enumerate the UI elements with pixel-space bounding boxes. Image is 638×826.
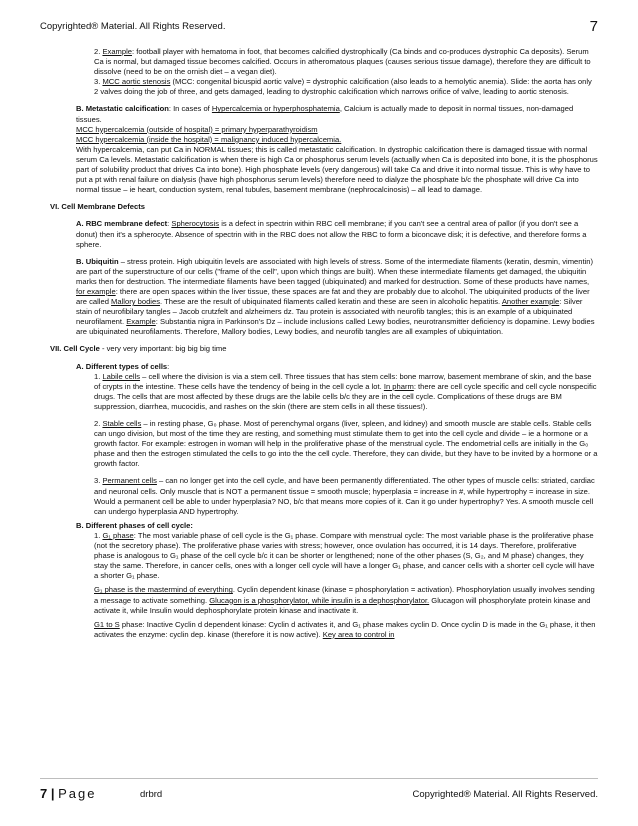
g1-label: G₁ phase [102,530,134,540]
header-page-number: 7 [589,18,598,35]
permanent-text: – can no longer get into the cell cycle, and have been permanently differentiated. The other types of muscle cells: striated, cardiac and neuronal cells. Only muscle that is NOT a permanent tissue = smooth muscle; hyperplasia = increase in #, while hypertrophy = increase in size. Would a permanent cell be able to under hyperplasia? NO, b/c that means more copies of it. Can it go under hypertrophy? Yes. A smooth muscle cell can undergo hyperplasia AND hypertrophy. [94,476,595,516]
page-header [40,18,598,38]
item-3: 3. MCC aortic stenosis (MCC: congenital bicuspid aortic valve) = dystrophic calcification (also leads to a hemolytic anemia). Slide: the aorta has only 2 valves doing the job of three, and gets damaged, leading to dystrophic calcification which narrows orifice of valve, leading to aortic stenosis. [94,77,592,97]
section-6-title: VI. Cell Membrane Defects [50,202,145,212]
another-example: Another example [501,297,560,307]
metastatic-heading: B. Metastatic calcification [76,104,169,114]
rbc-para [58,219,598,249]
labile-text-2: : there are cell cycle specific and cell cycle nonspecific drugs. The cells that are most affected by these drugs are the labile cells b/c they are in the cell cycle. Complications of these drugs are BM suppression, diarrhea, mucocidis, and rashes on the skin (there are stem cells in all these tissues!). [94,381,597,411]
glucagon-label: Glucagon is a phosphorylator, while insulin is a dephosphorylator. [209,595,430,605]
ubiquitin-para [58,257,598,338]
item-2: 2. Example: football player with hematoma in foot, that becomes calcified dystrophically (Ca binds and co-produces dystrophic Ca deposits). Serum Ca is normal, but damaged tissue becomes calcified. Occurs in atheromatous plaques (causes serious tissue damage), therefore they are difficult to dissolve (need to be on the ornish diet – a vegan diet). [94,47,591,77]
footer-author: drbrd [140,789,163,800]
mastermind-text-2: Glucagon will phosphorylate protein kinase and activate it, while Insulin would dephosphorylate protein kinase and inactivate it. [94,595,591,615]
rbc-heading: A. RBC membrane defect [76,219,168,229]
stable-text: – in resting phase, G₀ phase. Most of perenchymal organs (liver, spleen, and kidney) and smooth muscle are stable cells. Stable cells can ungo division, but most of the time they are resting, and something must stimulate them to get into the cell cycle and divide – ie a hormone or a growth factor. For example: estrogen in woman will help in the proliferative phase of the menstrual cycle. The endometrial cells are initially in the G₀ phase and then the estrogen stimulated the cells to go into the the cell cycle. Therefore, they can divide, but they have to be invited by a hormone or a growth factor. [94,419,598,469]
metastatic-rest: , Calcium is actually made to deposit in normal tissues, non-damaged tissues. [76,104,574,124]
stable-para: 2. Stable cells – in resting phase, G₀ phase. Most of perenchymal organs (liver, spleen, and kidney) and smooth muscle are stable cells. Stable cells can ungo division, but most of the time they are resting, and something must stimulate them to get into the cell cycle and divide – ie a hormone or a growth factor. For example: estrogen in woman will help in the proliferative phase of the menstrual cycle. The endometrial cells are initially in the G₀ phase and then the estrogen stimulated the cells to go into the the cell cycle. Therefore, they can divide, but they have to be invited by a hormone or a growth factor. [94,419,598,469]
cell-phases-title: B. Different phases of cell cycle: [76,520,193,530]
footer-separator: | [50,786,55,801]
cell-types-title: A. Different types of cells [76,361,168,371]
g1-text: : The most variable phase of cell cycle is the G₁ phase. Compare with menstrual cycle: The most variable phase is the proliferative phase (not the secretory phase). The proliferative phase varies with stress; however, once ovulation has occurred, it is 14 days. Therefore, proliferative phase is analogous to G₁ phase of the cell cycle b/c it can be shorter or lengthened; none of the other phases (S, G₂, and M phase) changes, they stay the same. Therefore, in cancer cells, ones with a longer cell cycle will have a longer G₁ phase, and cancer cells with a shorter cell cycle will have a shorter G₁ phase. [94,530,595,581]
labile-label: Labile cells [102,371,141,381]
in-pharm: In pharm [383,381,414,391]
ubiquitin-text-5: : Substantia nigra in Parkinson's Dz – include inclusions called Lewy bodies, neurotransmitter deficiency is dopamine. Lewy bodies are ubiquinated neurofilaments. Therefore, Mallory bodies, Lewy bodies, and neurofib tangles are all examples of ubiquintation. [76,317,595,337]
g1-to-s-label: G1 to S [94,619,120,629]
ubiquitin-text-2: : there are open spaces within the liver tissue, these spaces are fat and they are probably due to alcohol. The ubiquinited products of the liver are called [76,286,590,307]
section-7-title: VII. Cell Cycle [50,344,100,354]
footer-copyright: Copyrighted® Material. All Rights Reserved. [412,789,598,800]
item-3-text: (MCC: congenital bicuspid aortic valve) = dystrophic calcification (also leads to a hemolytic anemia). Slide: the aorta has only 2 valves doing the job of three, and gets damaged, leading to dystrophic calcification which narrows orifice of valve, leading to aortic stenosis. [94,77,592,97]
ubiquitin-heading: B. Ubiquitin [76,256,119,266]
g1-to-s-text: phase: Inactive Cyclin d dependent kinase: Cyclin d activates it, and G₁ phase makes cyclin D. Once cyclin D is made in the G₁ phase, it then activates the enzyme: cyclin dep. kinase (therefore it is now active). [94,619,596,639]
cell-phases-heading [58,521,598,531]
page-content [50,47,598,640]
labile-text-1: – cell where the division is via a stem cell. Three tissues that has stem cells: bone marrow, basement membrane of skin, and the base of crypts in the intestine. These cells have the tendency of being in the cell cycle a lot. [94,371,592,391]
mastermind-text-1: . Cyclin dependent kinase (kinase = phosphorylation = activation). Phosphorylation usually involves sending a message to activate something. [94,585,595,605]
permanent-label: Permanent cells [102,476,157,486]
metastatic-body: With hypercalcemia, can put Ca in NORMAL tissues; this is called metastatic calcification. In dystrophic calcification there is damaged tissue with normal serum Ca levels. Metastatic calcification is when there is high Ca or phosphorus serum levels (actually when Ca is deposited into bone, it is the phosphorus part of solubility product that drives Ca into bone). High phosphate levels (very dangerous) will take Ca and drive it into normal tissue. This is why have to put a pt with renal failure on dialysis (have high phosphorus serum levels) therefore need to dialyze the phosphate b/c the phosphate will drive Ca into normal tissue – ie heart, conduction system, renal tubules, basement membrane (nephrocalcinosis) – all lead to damage. [76,144,598,195]
spherocytosis-link: Spherocytosis [171,219,220,229]
metastatic-line1: MCC hypercalcemia (outside of hospital) = primary hyperparathyroidism [76,124,318,134]
stable-label: Stable cells [102,419,142,428]
permanent-para: 3. Permanent cells – can no longer get into the cell cycle, and have been permanently differentiated. The other types of muscle cells: striated, cardiac and neuronal cells. Only muscle that is NOT a permanent tissue = smooth muscle; hyperplasia = increase in #, while hypertrophy = increase in size. Would a permanent cell be able to under hyperplasia? NO, b/c that means more copies of it. Can it go under hypertrophy? Yes. A smooth muscle cell can undergo hyperplasia AND hypertrophy. [94,476,595,516]
section-7-heading [50,344,598,354]
rbc-pre: : [167,219,172,229]
metastatic-line2: MCC hypercalcemia (inside the hospital) = malignancy induced hypercalcemia. [76,134,342,144]
cell-types-heading [58,362,598,372]
footer-page-label [40,786,97,801]
section-7-subtitle: - very very important: big big big time [101,344,227,354]
metastatic-link: Hypercalcemia or hyperphosphatemia [211,104,340,114]
mastermind-label: G₁ phase is the mastermind of everything [94,585,233,595]
item-2-text: : football player with hematoma in foot, that becomes calcified dystrophically (Ca binds and co-produces dystrophic Ca deposits). Serum Ca is normal, but damaged tissue becomes calcified. Occurs in atheromatous plaques (causes serious tissue damage), therefore they are difficult to dissolve (need to be on the ornish diet – a vegan diet). [94,47,591,77]
footer-page-number: 7 [40,786,48,801]
section-6-heading [50,202,598,212]
ubiquitin-text-3: . These are the result of ubiquinated filaments called keratin and these are seen in alcoholic hepatitis. [160,297,502,307]
ubiquitin-text-1: – stress protein. High ubiquitin levels are associated with high levels of stress. Some of the intermediate filaments (keratin, desmin, vimentin) are part of the superstructure of our cells ("frame of the cell", upon which things are built). When these intermediate filaments get damaged, the ubiquitin marks then for destruction. The intermediate filaments have been tagged (ubiquinated) and marked for destruction. Some of these products have names, [76,256,594,286]
item-3-label: MCC aortic stenosis [102,77,171,87]
rbc-text: is a defect in spectrin within RBC cell membrane; if you can't see a central area of pallor (if you don't see a donut) then it's a spherocyte. Absence of spectrin with in the RBC does not allow the RBC to form a biconcave disk; it is defective, and therefore forms a sphere. [76,219,587,249]
key-area: Key area to control in [322,629,395,639]
metastatic-para [58,104,598,124]
mastermind-para [58,585,598,615]
ubiquitin-text-4: : Silver stain of neurofibilary tangles – Jacob crutzfelt and alzheimers dz. Tau protein is associated with neurofib tangles; this is an example of a ubiquinated neurofilament. [76,297,583,327]
g1-to-s-para [58,620,598,640]
metastatic-intro: : In cases of [168,104,212,114]
header-copyright: Copyrighted® Material. All Rights Reserved. [40,21,226,32]
cell-types-colon: : [167,361,170,371]
footer-page-word: Page [58,786,97,801]
item-2-label: Example [102,47,132,56]
example-label: Example [126,317,156,327]
labile-para: 1. Labile cells – cell where the division is via a stem cell. Three tissues that has stem cells: bone marrow, basement membrane of skin, and the base of crypts in the intestine. These cells have the tendency of being in the cell cycle a lot. In pharm: there are cell cycle specific and cell cycle nonspecific drugs. The cells that are most affected by these drugs are the labile cells b/c they are in the cell cycle. Complications of these drugs are BM suppression, diarrhea, mucocidis, and rashes on the skin (there are stem cells in all these tissues!). [94,371,597,411]
mallory-bodies: Mallory bodies [111,297,161,307]
ubiquitin-for-example: for example [76,286,116,296]
g1-para: 1. G₁ phase: The most variable phase of cell cycle is the G₁ phase. Compare with menstrual cycle: The most variable phase is the proliferative phase (not the secretory phase). The proliferative phase varies with stress; however, once ovulation has occurred, it is 14 days. Therefore, proliferative phase is analogous to G₁ phase of the cell cycle b/c it can be shorter or lengthened; none of the other phases (S, G₂, and M phase) changes, they stay the same. Therefore, in cancer cells, ones with a longer cell cycle will have a longer G₁ phase, and cancer cells with a shorter cell cycle will have a shorter G₁ phase. [94,530,595,581]
page-footer [40,786,598,804]
footer-divider [40,778,598,779]
